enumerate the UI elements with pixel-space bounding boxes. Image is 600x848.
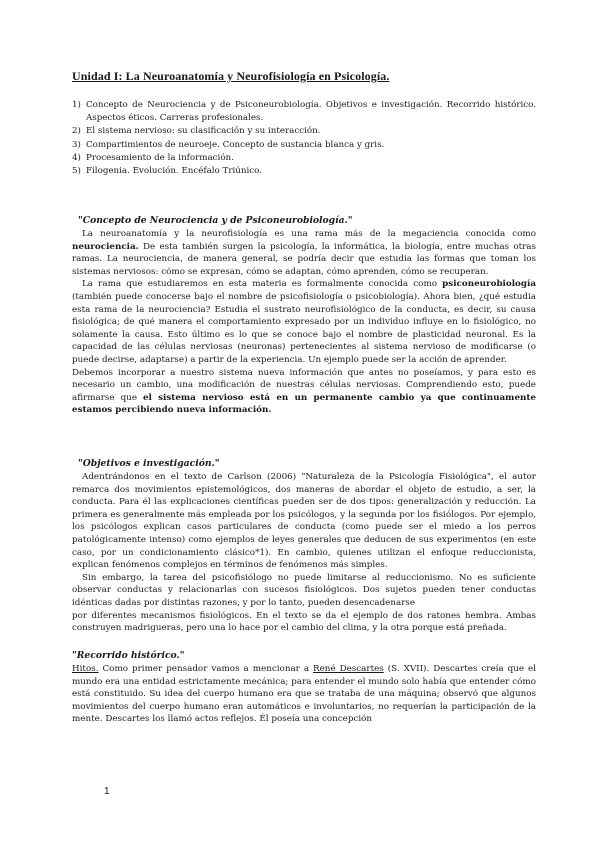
- paragraph: [72, 663, 536, 726]
- topic-number: 1): [72, 100, 81, 110]
- topics-list: [72, 99, 536, 178]
- topic-item: [72, 99, 536, 125]
- page-number: 1: [104, 786, 110, 797]
- topic-text: El sistema nervioso: su clasificación y su interacción.: [86, 126, 321, 137]
- topic-text: Procesamiento de la información.: [86, 152, 234, 163]
- paragraph: Adentrándonos en el texto de Carlson (2006) "Naturaleza de la Psicología Fisiológica", el autor remarca dos movimientos epistemológicos, dos maneras de abordar el objeto de estudio, a ser, la conducta. Para él las explicaciones científicas pueden ser de dos tipos: generalización y reducción. La primera es generalmente más empleada por los psicólogos, y la segunda por los fisiólogos. Por ejemplo, los psicólogos explican casos particulares de conducta (como puede ser el miedo a los perros patológicamente intenso) como ejemplos de leyes generales que deducen de sus experimentos (en este caso, por un condicionamiento clásico*1). En cambio, quienes utilizan el enfoque reduccionista, explican fenómenos complejos en términos de fenómenos más simples.: [72, 472, 536, 571]
- paragraph: por diferentes mecanismos fisiológicos. En el texto se da el ejemplo de dos ratones hembra. Ambas construyen madrigueras, pero una lo hace por el cambio del clima, y la otra porque está preñada.: [72, 610, 536, 634]
- topic-text: Concepto de Neurociencia y de Psiconeurobiología. Objetivos e investigación. Recorrido histórico. Aspectos éticos. Carreras profesionales.: [86, 100, 536, 124]
- text-run: De esta también surgen la psicología, la informática, la biología, entre muchas otras ramas. La neurociencia, de manera general, se podría decir que estudia las formas que toman los sistemas nerviosos: cómo se expresan, cómo se adaptan, cómo aprenden, cómo se recuperan.: [72, 241, 536, 277]
- section-heading-objetivos: "Objetivos e investigación.": [78, 458, 220, 469]
- topic-text: Compartimientos de neuroeje. Concepto de sustancia blanca y gris.: [86, 139, 385, 150]
- paragraph: Sin embargo, la tarea del psicofisiólogo no puede limitarse al reduccionismo. No es suficiente observar conductas y relacionarlas con sucesos fisiológicos. Dos sujetos pueden tener conductas idénticas dadas por distintas razones, y por lo tanto, pueden desencadenarse: [72, 572, 536, 608]
- topic-number: 2): [72, 126, 81, 137]
- bold-statement: el sistema nervioso está en un permanente cambio ya que continuamente estamos percibiendo nueva información.: [72, 392, 536, 416]
- text-run: La rama que estudiaremos en esta materia es formalmente conocida como: [82, 279, 443, 290]
- section-heading-concepto: "Concepto de Neurociencia y de Psiconeurobiología.": [78, 215, 353, 226]
- topic-item: [72, 125, 536, 138]
- term-neurociencia: neurociencia.: [72, 241, 139, 252]
- paragraph: [72, 278, 536, 366]
- topic-item: [72, 139, 536, 152]
- topic-number: 3): [72, 139, 81, 150]
- topic-item: [72, 165, 536, 178]
- text-run: Como primer pensador vamos a mencionar a: [98, 664, 314, 674]
- section-recorrido-body: [72, 663, 536, 726]
- topic-text: Filogenia. Evolución. Encéfalo Triúnico.: [86, 166, 262, 177]
- term-psiconeurobiologia: psiconeurobiología: [442, 279, 536, 290]
- section-concepto-body: [72, 228, 536, 417]
- unit-title: Unidad I: La Neuroanatomía y Neurofisiología en Psicología.: [72, 69, 390, 83]
- paragraph: [72, 228, 536, 278]
- label-hitos: Hitos.: [72, 664, 99, 674]
- name-descartes: René Descartes: [313, 664, 384, 674]
- section-heading-recorrido: "Recorrido histórico.": [72, 650, 185, 661]
- text-run: La neuroanatomía y la neurofisiología es una rama más de la megaciencia conocida como: [82, 229, 536, 239]
- text-run: Debemos incorporar a nuestro sistema nueva información que antes no poseíamos, y para esto es necesario un cambio, una modificación de nuestras células nerviosas. Comprendiendo esto, puede afirmarse que: [72, 367, 536, 403]
- paragraph: [72, 367, 536, 417]
- topic-number: 4): [72, 152, 81, 163]
- section-objetivos-body: [72, 471, 536, 635]
- topic-number: 5): [72, 166, 81, 177]
- text-run: (también puede conocerse bajo el nombre de psicofisiología o psicobiología). Ahora bien, ¿qué estudia esta rama de la neurociencia? Estudia el sustrato neurofisiológico de la conducta, es decir, su causa fisiológica; de qué manera el comportamiento expresado por un individuo influye en lo fisiológico, no solamente la causa. Esto último es lo que se conoce bajo el nombre de plasticidad neuronal. Es la capacidad de las células nerviosas (neuronas) pertenecientes al sistema nervioso de modificarse (o puede decirse, adaptarse) a partir de la experiencia. Un ejemplo puede ser la acción de aprender.: [72, 291, 536, 365]
- text-run: (S. XVII). Descartes creía que el mundo era una entidad estrictamente mecánica; para entender el mundo solo había que entender cómo está constituido. Su idea del cuerpo humano era que se trataba de una máquina; observó que algunos movimientos del cuerpo humano eran automáticos e involuntarios, no requerían la participación de la mente. Descartes los llamó actos reflejos. Él poseía una concepción: [72, 664, 536, 725]
- topic-item: [72, 152, 536, 165]
